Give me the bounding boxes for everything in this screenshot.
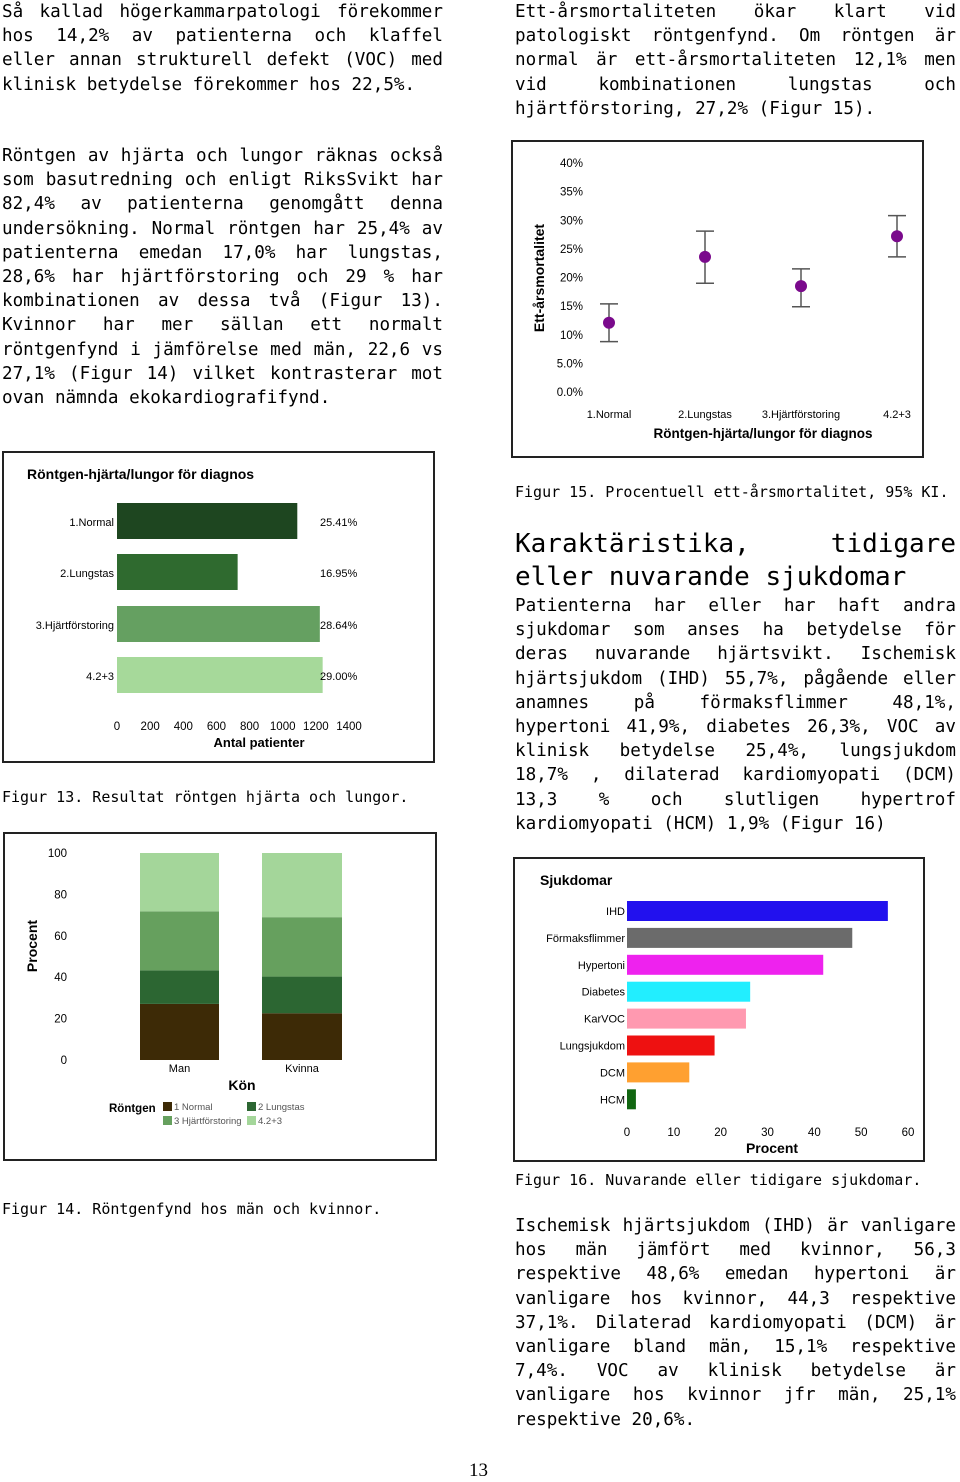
tick-label: 20 <box>54 1013 67 1026</box>
bar <box>627 1036 715 1056</box>
axis-label: Procent <box>24 919 40 973</box>
tick-label: 30 <box>761 1127 774 1139</box>
category-label: Lungsjukdom <box>559 1040 625 1053</box>
tick-label: 1400 <box>336 721 362 733</box>
category-label: Hypertoni <box>577 959 625 972</box>
data-label: 16.95% <box>320 568 358 580</box>
tick-label: 0 <box>113 721 121 733</box>
text-paragraph: Ett-årsmortaliteten ökar klart vid patologiskt röntgenfynd. Om röntgen är normal är ett-årsmortaliteten 12,1% men vid kombinationen lungstas och hjärtförstoring, 27,2% (Figur 15). <box>515 2 956 119</box>
figure-16 <box>513 857 925 1162</box>
data-point <box>699 251 711 263</box>
bar-segment <box>140 911 219 970</box>
data-label: 28.64% <box>320 620 358 632</box>
tick-label: 1200 <box>303 721 329 733</box>
tick-label: 100 <box>47 848 67 860</box>
tick-label: 600 <box>206 721 227 733</box>
tick-label: 20% <box>559 272 583 285</box>
text-paragraph: Ischemisk hjärtsjukdom (IHD) är vanligare hos män jämfört med kvinnor, 56,3 respektive 48,6% emedan hypertoni är vanligare hos kvinnor, 44,3 respektive 37,1%. Dilaterad kardiomyopati (DCM) är vanligare bland män, 15,1% respektive 7,4%. VOC av klinisk betydelse är vanligare hos kvinnor jfr män, 25,1% respektive 20,6%. <box>515 1216 956 1430</box>
category-label: Man <box>168 1063 191 1075</box>
tick-label: 20 <box>714 1127 728 1139</box>
axis-label: Kön <box>228 1077 256 1093</box>
legend-swatch <box>247 1116 256 1125</box>
legend-swatch <box>163 1116 172 1125</box>
legend-swatch <box>247 1102 256 1111</box>
tick-label: 10 <box>667 1127 681 1139</box>
figure-15-chart <box>513 142 922 456</box>
legend-title: Röntgen <box>109 1103 156 1115</box>
bar <box>627 982 750 1002</box>
legend-label: 4.2+3 <box>258 1116 283 1127</box>
bar-segment <box>140 853 219 911</box>
chart-title: Röntgen-hjärta/lungor för diagnos <box>27 466 255 482</box>
chart-title: Sjukdomar <box>540 872 613 888</box>
axis-label: Ett-årsmortalitet <box>531 223 547 333</box>
figure-16-chart <box>515 859 923 1160</box>
tick-label: 10% <box>559 329 583 342</box>
figure-caption: Figur 16. Nuvarande eller tidigare sjukdomar. <box>515 1171 922 1189</box>
tick-label: 200 <box>140 721 160 733</box>
axis-label: Procent <box>745 1140 799 1156</box>
text-paragraph: Patienterna har eller har haft andra sjukdomar som anses ha betydelse för deras nuvarande hjärtsvikt. Ischemisk hjärtsjukdom (IHD) 55,7%, pågående eller anamnes på förmaksflimmer 48,1%, hypertoni 41,9%, diabetes 26,3%, VOC av klinisk betydelse 25,4%, lungsjukdom 18,7% , dilaterad kardiomyopati (DCM) 13,3 % och slutligen hypertrof kardiomyopati (HCM) 1,9% (Figur 16) <box>515 596 956 834</box>
tick-label: 40% <box>559 158 583 170</box>
bar <box>117 657 323 693</box>
tick-label: 0 <box>60 1055 67 1067</box>
bar <box>117 554 238 590</box>
legend-label: 1 Normal <box>174 1102 213 1113</box>
bar-segment <box>262 977 342 1014</box>
category-label: 1.Normal <box>69 517 114 529</box>
tick-label: 60 <box>54 930 67 943</box>
category-label: Förmaksflimmer <box>546 932 625 945</box>
page-number: 13 <box>469 1460 488 1481</box>
category-label: Kvinna <box>285 1063 319 1075</box>
section-heading: Karaktäristika, tidigare eller nuvarande sjukdomar <box>515 529 956 592</box>
tick-label: 0.0% <box>556 387 583 399</box>
data-point <box>891 230 903 242</box>
figure-15 <box>511 140 924 458</box>
bar <box>117 606 320 642</box>
tick-label: 15% <box>559 301 583 314</box>
figure-13-chart <box>4 453 433 761</box>
tick-label: 40 <box>807 1127 821 1139</box>
axis-label: Antal patienter <box>213 735 305 750</box>
tick-label: 60 <box>901 1127 915 1139</box>
tick-label: 80 <box>54 889 67 902</box>
category-label: KarVOC <box>584 1013 625 1026</box>
category-label: IHD <box>606 906 625 918</box>
figure-14-chart <box>5 834 435 1159</box>
category-label: 3.Hjärtförstoring <box>761 409 841 421</box>
bar-segment <box>262 917 342 976</box>
category-label: HCM <box>599 1094 625 1107</box>
legend-swatch <box>163 1102 172 1111</box>
category-label: 3.Hjärtförstoring <box>35 620 114 632</box>
data-label: 25.41% <box>320 517 358 529</box>
bar-segment <box>140 970 219 1004</box>
tick-label: 5.0% <box>556 358 583 371</box>
bar <box>627 1062 689 1082</box>
figure-caption: Figur 15. Procentuell ett-årsmortalitet, 95% KI. <box>515 483 949 501</box>
tick-label: 40 <box>54 972 67 985</box>
legend-label: 3 Hjärtförstoring <box>174 1116 242 1127</box>
tick-label: 30% <box>559 215 583 228</box>
tick-label: 25% <box>559 243 583 256</box>
figure-caption: Figur 14. Röntgenfynd hos män och kvinnor. <box>2 1200 382 1218</box>
tick-label: 0 <box>623 1127 631 1139</box>
category-label: 4.2+3 <box>883 409 911 421</box>
data-point <box>603 317 615 329</box>
tick-label: 1000 <box>269 721 296 733</box>
category-label: 2.Lungstas <box>60 568 114 580</box>
category-label: Diabetes <box>581 986 625 999</box>
figure-caption: Figur 13. Resultat röntgen hjärta och lungor. <box>2 788 409 806</box>
tick-label: 400 <box>173 721 193 733</box>
bar <box>117 503 297 539</box>
category-label: 1.Normal <box>586 409 632 421</box>
category-label: DCM <box>599 1067 625 1080</box>
tick-label: 35% <box>559 186 583 199</box>
bar-segment <box>262 1013 342 1060</box>
axis-label: Röntgen-hjärta/lungor för diagnos <box>653 426 873 441</box>
bar-segment <box>262 853 342 917</box>
bar <box>627 1009 746 1029</box>
tick-label: 50 <box>854 1127 868 1139</box>
bar <box>627 928 852 948</box>
bar <box>627 955 823 975</box>
data-point <box>795 280 807 292</box>
bar <box>627 901 888 921</box>
tick-label: 800 <box>239 721 260 733</box>
figure-13 <box>2 451 435 763</box>
category-label: 4.2+3 <box>86 671 114 683</box>
data-label: 29.00% <box>320 671 358 683</box>
bar-segment <box>140 1004 219 1060</box>
text-paragraph: Röntgen av hjärta och lungor räknas också som basutredning och enligt RiksSvikt har 82,4% av patienterna genomgått denna undersökning. Normal röntgen har 25,4% av patienterna emedan 17,0% har lungstas, 28,6% har hjärtförstoring och 29 % har kombinationen av dessa två (Figur 13). Kvinnor har mer sällan ett normalt röntgenfynd i jämförelse med män, 22,6 vs 27,1% (Figur 14) vilket kontrasterar mot ovan nämnda ekokardiografifynd. <box>2 146 443 409</box>
category-label: 2.Lungstas <box>678 409 732 421</box>
bar <box>627 1089 636 1109</box>
figure-14 <box>3 832 437 1161</box>
legend-label: 2 Lungstas <box>258 1102 305 1113</box>
text-paragraph: Så kallad högerkammarpatologi förekommer hos 14,2% av patienterna och klaffel eller annan strukturell defekt (VOC) med klinisk betydelse förekommer hos 22,5%. <box>2 2 443 95</box>
